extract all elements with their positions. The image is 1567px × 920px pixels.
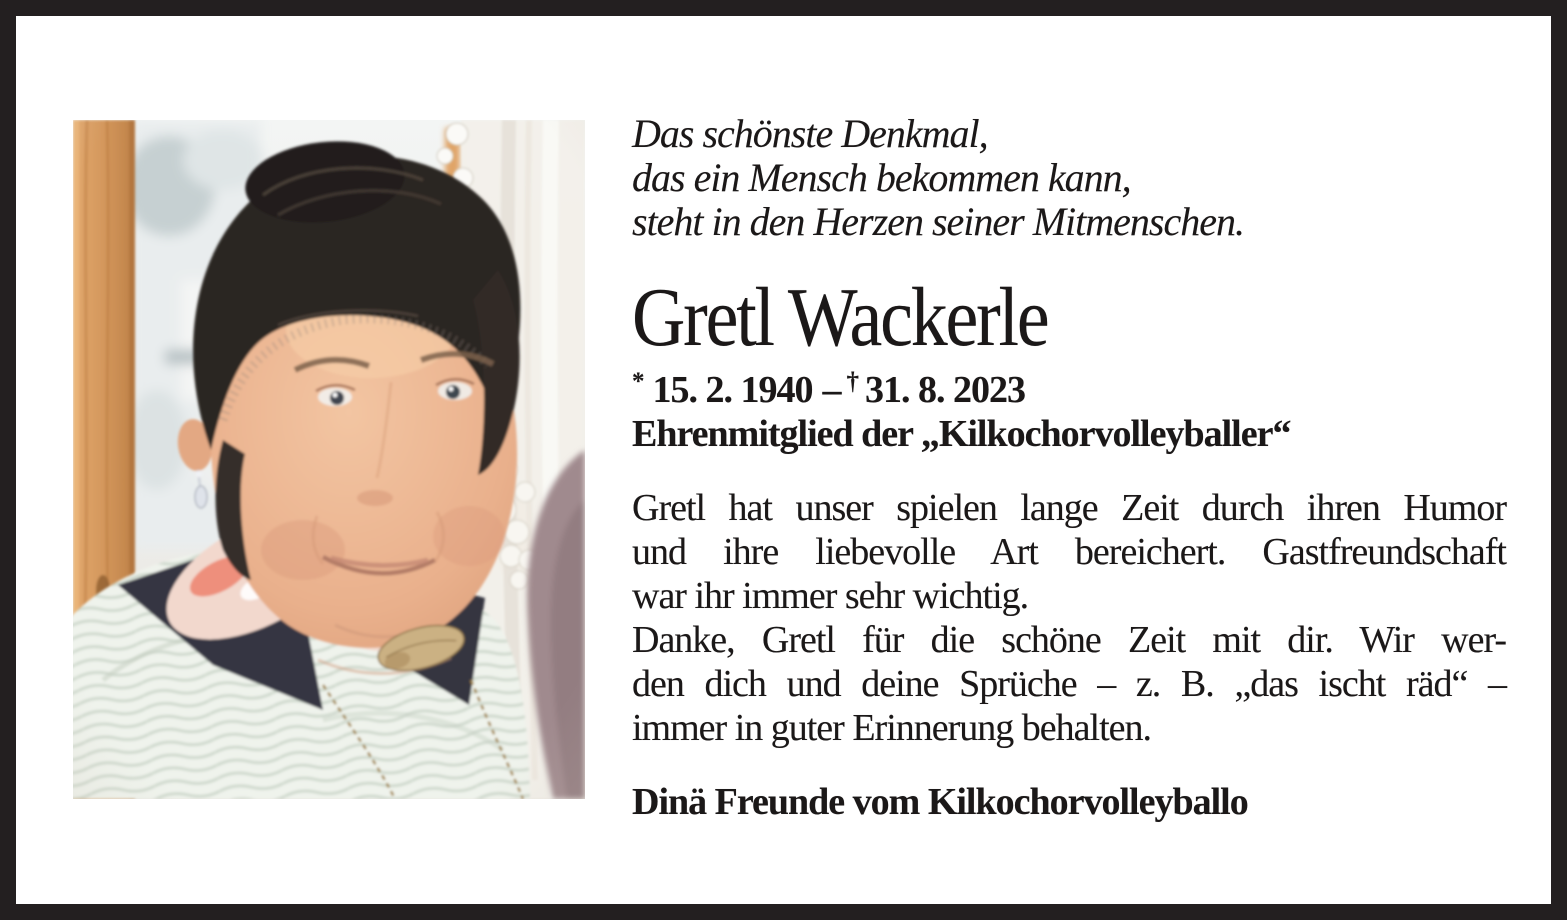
quote-line-2: das ein Mensch bekommen kann,	[632, 155, 1131, 200]
birth-symbol: *	[632, 368, 645, 395]
dates-separator: –	[822, 369, 841, 411]
tribute-paragraph	[632, 486, 1506, 618]
thanks-line-1: Danke, Gretl für die schöne Zeit mit dir. Wir wer-	[632, 619, 1506, 661]
thanks-line-3: immer in guter Erinnerung behalten.	[632, 707, 1151, 749]
tribute-line-2: und ihre liebevolle Art bereichert. Gastfreundschaft	[632, 531, 1506, 573]
tribute-line-1: Gretl hat unser spielen lange Zeit durch ihren Humor	[632, 487, 1506, 529]
memorial-quote	[632, 112, 1506, 244]
birth-date: 15. 2. 1940	[652, 369, 813, 411]
death-date: 31. 8. 2023	[865, 369, 1025, 411]
notice-text-column	[632, 112, 1506, 824]
deceased-name	[632, 271, 1506, 364]
thanks-line-2: den dich und deine Sprüche – z. B. „das ischt räd“ –	[632, 663, 1506, 705]
thanks-paragraph	[632, 618, 1506, 750]
death-symbol: †	[846, 368, 859, 395]
photo-vignette	[73, 120, 585, 799]
life-dates	[632, 360, 1506, 412]
deceased-name-text: Gretl Wackerle	[632, 271, 1048, 364]
portrait-photo	[73, 120, 585, 799]
portrait-photo-illustration	[73, 120, 585, 799]
signature-line: Dinä Freunde vom Kilkochorvolleyballo	[632, 781, 1248, 823]
tribute-line-3: war ihr immer sehr wichtig.	[632, 575, 1029, 617]
honorary-membership-line: Ehrenmitglied der „Kilkochorvolleyballer“	[632, 413, 1291, 455]
quote-line-3: steht in den Herzen seiner Mitmenschen.	[632, 199, 1244, 244]
quote-line-1: Das schönste Denkmal,	[632, 111, 988, 156]
